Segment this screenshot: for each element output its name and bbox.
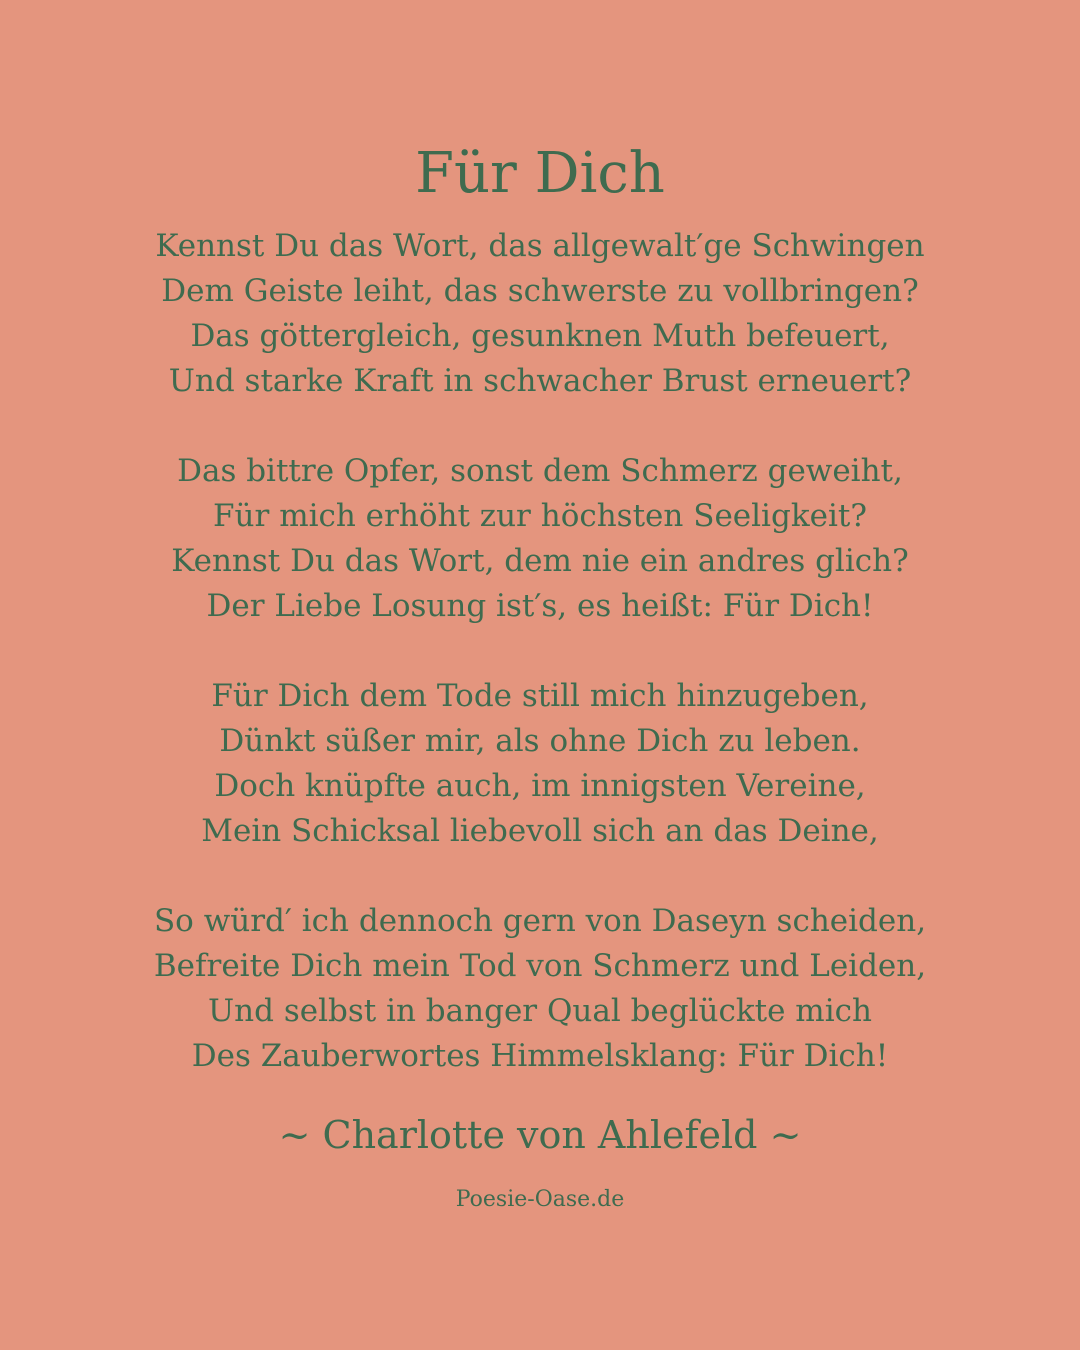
poem-line: Der Liebe Losung ist′s, es heißt: Für Dich! bbox=[206, 588, 874, 624]
poem-body bbox=[0, 224, 1080, 1124]
source-site: Poesie-Oase.de bbox=[455, 1187, 625, 1212]
poem-line: Für Dich dem Tode still mich hinzugeben, bbox=[211, 678, 869, 714]
poem-author: ~ Charlotte von Ahlefeld ~ bbox=[278, 1113, 802, 1157]
poem-line: Doch knüpfte auch, im innigsten Vereine, bbox=[214, 768, 866, 804]
poem-line: Für mich erhöht zur höchsten Seeligkeit? bbox=[213, 498, 867, 534]
poem-line: Kennst Du das Wort, dem nie ein andres glich? bbox=[171, 543, 909, 579]
poem-line: Und starke Kraft in schwacher Brust erneuert? bbox=[168, 363, 912, 399]
poem-title: Für Dich bbox=[415, 141, 665, 206]
poem-line: Mein Schicksal liebevoll sich an das Deine, bbox=[201, 813, 879, 849]
poem-line: Dem Geiste leiht, das schwerste zu vollbringen? bbox=[161, 273, 919, 309]
poem-line: Das bittre Opfer, sonst dem Schmerz geweiht, bbox=[177, 453, 903, 489]
poem-line: So würd′ ich dennoch gern von Daseyn scheiden, bbox=[153, 903, 927, 939]
stanza-3 bbox=[0, 674, 1080, 854]
stanza-1 bbox=[0, 224, 1080, 404]
poem-line: Kennst Du das Wort, das allgewalt′ge Schwingen bbox=[155, 228, 925, 264]
poem-line: Und selbst in banger Qual beglückte mich bbox=[208, 993, 872, 1029]
stanza-4 bbox=[0, 899, 1080, 1079]
stanza-2 bbox=[0, 449, 1080, 629]
poem-line: Des Zauberwortes Himmelsklang: Für Dich! bbox=[191, 1038, 889, 1074]
poem-line: Dünkt süßer mir, als ohne Dich zu leben. bbox=[219, 723, 861, 759]
poem-line: Befreite Dich mein Tod von Schmerz und Leiden, bbox=[153, 948, 927, 984]
poem-line: Das göttergleich, gesunknen Muth befeuert, bbox=[190, 318, 890, 354]
